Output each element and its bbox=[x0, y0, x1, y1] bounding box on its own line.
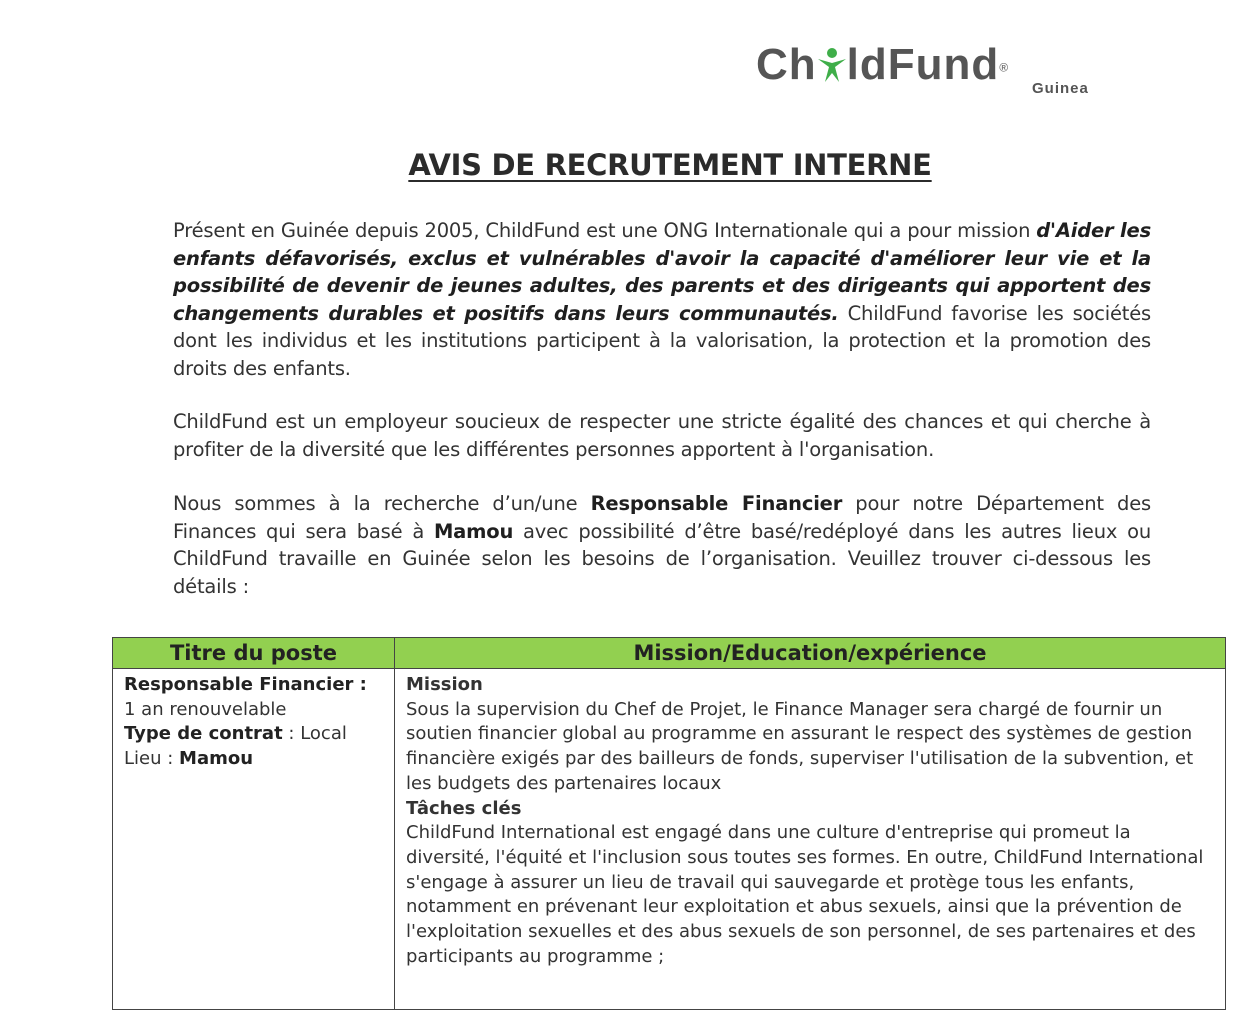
p1-end: ChildFund favorise les sociétés dont les individus et les institutions participent à la valorisation, la protection et la promotion des droits des enfants. bbox=[173, 301, 1151, 380]
intro-paragraph-1 bbox=[173, 217, 1151, 382]
location-value: Mamou bbox=[179, 748, 254, 770]
mission-heading: Mission bbox=[406, 674, 483, 695]
p3-text-a: Nous sommes à la recherche d’un/une bbox=[173, 492, 591, 515]
logo-text-start: Ch bbox=[756, 40, 817, 89]
logo-wordmark bbox=[756, 40, 1009, 90]
table-header-row bbox=[113, 638, 1226, 669]
child-figure-icon bbox=[817, 47, 847, 83]
registered-mark: ® bbox=[999, 60, 1010, 75]
childfund-logo bbox=[756, 40, 1146, 100]
duration: 1 an renouvelable bbox=[124, 698, 287, 720]
location-label: Lieu : bbox=[124, 748, 180, 770]
mission-cell bbox=[395, 669, 1226, 1010]
contract-value: : Local bbox=[282, 723, 347, 745]
p1-mission: d'Aider les enfants défavorisés, exclus et vulnérables d'avoir la capacité d'améliorer leur vie et la possibilité de devenir de jeunes adultes, des parents et des dirigeants qui apportent des changements durables et positifs dans leurs communautés. bbox=[173, 219, 1151, 325]
header-mission: Mission/Education/expérience bbox=[395, 638, 1226, 669]
p3-position: Responsable Financier bbox=[590, 492, 843, 515]
logo-subtitle: Guinea bbox=[1032, 80, 1089, 97]
p3-text-b: pour notre Département des Finances qui sera basé à bbox=[173, 492, 1151, 543]
intro-paragraph-2: ChildFund est un employeur soucieux de respecter une stricte égalité des chances et qui cherche à profiter de la diversité que les différentes personnes apportent à l'organisation. bbox=[173, 410, 1151, 461]
table-row bbox=[113, 669, 1226, 1010]
job-details-table bbox=[112, 637, 1226, 1010]
contract-label: Type de contrat bbox=[124, 723, 283, 745]
job-title-cell bbox=[113, 669, 395, 1010]
logo-text-end: ldFund bbox=[846, 40, 1000, 89]
page-title: AVIS DE RECRUTEMENT INTERNE bbox=[408, 148, 932, 182]
intro-paragraph-3 bbox=[173, 490, 1151, 600]
header-job-title: Titre du poste bbox=[113, 638, 395, 669]
p1-start: Présent en Guinée depuis 2005, ChildFund est une ONG Internationale qui a pour mission bbox=[173, 219, 1037, 242]
mission-text: Sous la supervision du Chef de Projet, le Finance Manager sera chargé de fournir un soutien financier global au programme en assurant le respect des systèmes de gestion financière exigés par des bailleurs de fonds, superviser l'utilisation de la subvention, et les budgets des partenaires locaux bbox=[406, 698, 1194, 794]
tasks-heading: Tâches clés bbox=[406, 797, 522, 819]
p3-text-c: avec possibilité d’être basé/redéployé dans les autres lieux ou ChildFund travaille en Guinée selon les besoins de l’organisation. Veuillez trouver ci-dessous les détails : bbox=[173, 519, 1151, 598]
position-label: Responsable Financier : bbox=[124, 674, 367, 695]
p3-location: Mamou bbox=[433, 519, 514, 543]
tasks-text: ChildFund International est engagé dans une culture d'entreprise qui promeut la diversité, l'équité et l'inclusion sous toutes ses formes. En outre, ChildFund International s'engage à assurer un lieu de travail qui sauvegarde et protège tous les enfants, notamment en prévenant leur exploitation et abus sexuels, ainsi que la prévention de l'exploitation sexuelles et des abus sexuels de son personnel, de ses partenaires et des participants au programme ; bbox=[406, 822, 1204, 967]
